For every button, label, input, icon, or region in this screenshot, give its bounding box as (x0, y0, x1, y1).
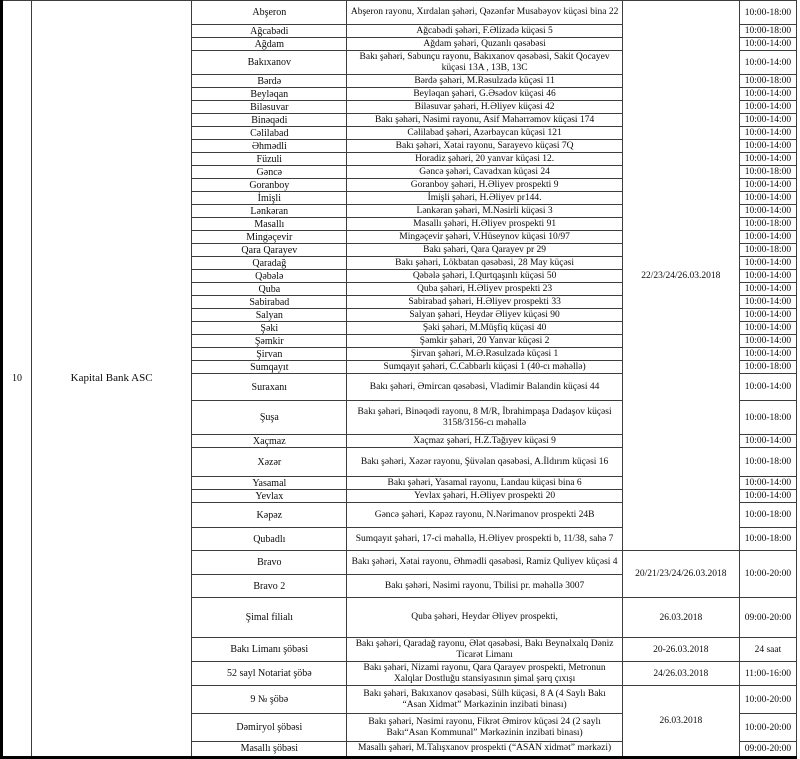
branch-address-cell: Bakı şəhəri, Nəsimi rayonu, Tbilisi pr. məhəllə 3007 (347, 575, 622, 598)
branch-address-cell: Şəki şəhəri, M.Müşfiq küçəsi 40 (347, 322, 622, 335)
branch-address-cell: Yevlax şəhəri, H.Əliyev prospekti 20 (347, 490, 622, 503)
branch-name-cell: Bakı Limanı şöbəsi (192, 638, 347, 662)
branch-name-cell: Cəlilabad (192, 127, 347, 140)
branch-name-cell: Qaradağ (192, 257, 347, 270)
branch-name-cell: Suraxanı (192, 374, 347, 401)
working-hours-cell: 10:00-14:00 (739, 270, 796, 283)
branch-address-cell: Bakı şəhəri, Lökbatan qəsəbəsi, 28 May küçəsi (347, 257, 622, 270)
working-hours-cell: 10:00-14:00 (739, 140, 796, 153)
working-hours-cell: 10:00-18:00 (739, 166, 796, 179)
branch-address-cell: Qəbələ şəhəri, I.Qurtqaşınlı küçəsi 50 (347, 270, 622, 283)
working-hours-cell: 10:00-14:00 (739, 205, 796, 218)
branch-address-cell: Quba şəhəri, Heydər Əliyev prospekti, (347, 598, 622, 638)
branch-address-cell: Bakı şəhəri, Xətai rayonu, Sarayevo küçəsi 7Q (347, 140, 622, 153)
branch-name-cell: Şəmkir (192, 335, 347, 348)
working-hours-cell: 10:00-18:00 (739, 361, 796, 374)
working-hours-cell: 10:00-14:00 (739, 51, 796, 75)
branch-address-cell: Goranboy şəhəri, H.Əliyev prospekti 9 (347, 179, 622, 192)
working-hours-cell: 10:00-18:00 (739, 75, 796, 88)
branch-address-cell: Lənkəran şəhəri, M.Nəsirli küçəsi 3 (347, 205, 622, 218)
branch-name-cell: Masallı şöbəsi (192, 742, 347, 758)
service-dates-cell: 20-26.03.2018 (622, 638, 739, 662)
working-hours-cell: 10:00-14:00 (739, 283, 796, 296)
branch-name-cell: 9 № şöbə (192, 686, 347, 714)
branch-address-cell: Gəncə şəhəri, Kəpəz rayonu, N.Nərimanov prospekti 24B (347, 503, 622, 528)
branch-address-cell: Bakı şəhəri, Xətai rayonu, Əhmədli qəsəbəsi, Ramiz Quliyev küçəsi 4 (347, 551, 622, 575)
working-hours-cell: 10:00-18:00 (739, 25, 796, 38)
row-number-cell: 10 (2, 1, 32, 758)
branch-name-cell: Şəki (192, 322, 347, 335)
branch-name-cell: Goranboy (192, 179, 347, 192)
branch-address-cell: Biləsuvar şəhəri, H.Əliyev küçəsi 42 (347, 101, 622, 114)
working-hours-cell: 10:00-14:00 (739, 257, 796, 270)
branch-name-cell: Ağdam (192, 38, 347, 51)
working-hours-cell: 10:00-18:00 (739, 528, 796, 551)
branch-address-cell: Salyan şəhəri, Heydər Əliyev küçəsi 90 (347, 309, 622, 322)
branch-name-cell: Qəbələ (192, 270, 347, 283)
branch-name-cell: Sumqayıt (192, 361, 347, 374)
branch-address-cell: Bakı şəhəri, Nizami rayonu, Qara Qarayev prospekti, Metronun Xalqlar Dostluğu stansiyasının şimal şərq çıxışı (347, 662, 622, 686)
branch-address-cell: Masallı şəhəri, H.Əliyev prospekti 91 (347, 218, 622, 231)
working-hours-cell: 10:00-18:00 (739, 448, 796, 477)
branch-address-cell: Xaçmaz şəhəri, H.Z.Tağıyev küçəsi 9 (347, 435, 622, 448)
working-hours-cell: 10:00-14:00 (739, 101, 796, 114)
working-hours-cell: 10:00-14:00 (739, 335, 796, 348)
branch-address-cell: Ağcabədi şəhəri, F.Əlizadə küçəsi 5 (347, 25, 622, 38)
branch-name-cell: Ağcabədi (192, 25, 347, 38)
branch-name-cell: 52 sayl Notariat şöbə (192, 662, 347, 686)
working-hours-cell: 10:00-14:00 (739, 114, 796, 127)
branch-name-cell: Xəzər (192, 448, 347, 477)
branch-name-cell: Xaçmaz (192, 435, 347, 448)
branch-name-cell: Lənkəran (192, 205, 347, 218)
branch-name-cell: Abşeron (192, 1, 347, 25)
branch-address-cell: Ağdam şəhəri, Quzanlı qəsəbəsi (347, 38, 622, 51)
branch-address-cell: İmişli şəhəri, H.Əliyev pr144. (347, 192, 622, 205)
working-hours-cell: 10:00-18:00 (739, 401, 796, 435)
working-hours-cell: 10:00-20:00 (739, 686, 796, 714)
table-body (2, 1, 797, 758)
service-dates-cell: 24/26.03.2018 (622, 662, 739, 686)
branch-name-cell: Mingəçevir (192, 231, 347, 244)
branch-address-cell: Bakı şəhəri, Binəqədi rayonu, 8 M/R, İbrahimpaşa Dadaşov küçəsi 3158/3156-cı məhəllə (347, 401, 622, 435)
working-hours-cell: 10:00-14:00 (739, 477, 796, 490)
working-hours-cell: 10:00-14:00 (739, 127, 796, 140)
bank-name-cell: Kapital Bank ASC (32, 1, 192, 758)
branch-address-cell: Cəlilabad şəhəri, Azərbaycan küçəsi 121 (347, 127, 622, 140)
branch-address-cell: Masallı şəhəri, M.Talışxanov prospekti (“ASAN xidmət” mərkəzi) (347, 742, 622, 758)
branch-name-cell: Beyləqan (192, 88, 347, 101)
service-dates-cell: 22/23/24/26.03.2018 (622, 1, 739, 551)
working-hours-cell: 10:00-14:00 (739, 309, 796, 322)
branch-name-cell: Yevlax (192, 490, 347, 503)
working-hours-cell: 10:00-14:00 (739, 38, 796, 51)
branch-name-cell: Salyan (192, 309, 347, 322)
working-hours-cell: 10:00-14:00 (739, 231, 796, 244)
branch-address-cell: Bakı şəhəri, Qaradağ rayonu, Ələt qəsəbəsi, Bakı Beynəlxalq Dəniz Ticarət Limanı (347, 638, 622, 662)
branch-name-cell: Binəqədi (192, 114, 347, 127)
branch-name-cell: Şirvan (192, 348, 347, 361)
branch-name-cell: Əhmədli (192, 140, 347, 153)
working-hours-cell: 10:00-14:00 (739, 435, 796, 448)
branch-address-cell: Abşeron rayonu, Xırdalan şəhəri, Qəzənfər Musabəyov küçəsi bina 22 (347, 1, 622, 25)
branch-name-cell: Bakıxanov (192, 51, 347, 75)
service-dates-cell: 20/21/23/24/26.03.2018 (622, 551, 739, 598)
working-hours-cell: 10:00-14:00 (739, 192, 796, 205)
working-hours-cell: 10:00-18:00 (739, 218, 796, 231)
branch-name-cell: Yasamal (192, 477, 347, 490)
service-dates-cell: 26.03.2018 (622, 686, 739, 758)
branch-address-cell: Beyləqan şəhəri, G.Əsədov küçəsi 46 (347, 88, 622, 101)
branch-name-cell: Bravo 2 (192, 575, 347, 598)
branch-address-cell: Bərdə şəhəri, M.Rəsulzadə küçəsi 11 (347, 75, 622, 88)
working-hours-cell: 10:00-14:00 (739, 179, 796, 192)
working-hours-cell: 10:00-14:00 (739, 296, 796, 309)
branch-name-cell: Gəncə (192, 166, 347, 179)
branch-address-cell: Gəncə şəhəri, Cavadxan küçəsi 24 (347, 166, 622, 179)
branch-name-cell: Bravo (192, 551, 347, 575)
branch-address-cell: Quba şəhəri, H.Əliyev prospekti 23 (347, 283, 622, 296)
working-hours-cell: 10:00-18:00 (739, 503, 796, 528)
branch-address-cell: Bakı şəhəri, Bakıxanov qəsəbəsi, Sülh küçəsi, 8 A (4 Saylı Bakı “Asan Xidmət” Mərkəzinin inzibati binası) (347, 686, 622, 714)
branch-name-cell: Quba (192, 283, 347, 296)
branch-name-cell: Masallı (192, 218, 347, 231)
branch-name-cell: Şuşa (192, 401, 347, 435)
working-hours-cell: 09:00-20:00 (739, 598, 796, 638)
service-dates-cell: 26.03.2018 (622, 598, 739, 638)
branch-name-cell: Biləsuvar (192, 101, 347, 114)
working-hours-cell: 10:00-14:00 (739, 348, 796, 361)
branch-address-cell: Şəmkir şəhəri, 20 Yanvar küçəsi 2 (347, 335, 622, 348)
branch-name-cell: Sabirabad (192, 296, 347, 309)
branch-address-cell: Bakı şəhəri, Sabunçu rayonu, Bakıxanov qəsəbəsi, Sakit Qocayev küçəsi 13A , 13B, 13C (347, 51, 622, 75)
working-hours-cell: 10:00-20:00 (739, 714, 796, 742)
branch-address-cell: Sumqayıt şəhəri, C.Cabbarlı küçəsi 1 (40-cı məhəllə) (347, 361, 622, 374)
working-hours-cell: 10:00-18:00 (739, 244, 796, 257)
branch-address-cell: Bakı şəhəri, Əmircan qəsəbəsi, Vladimir Balandin küçəsi 44 (347, 374, 622, 401)
branch-name-cell: Qubadlı (192, 528, 347, 551)
branch-address-cell: Sumqayıt şəhəri, 17-ci məhəllə, H.Əliyev prospekti b, 11/38, sahə 7 (347, 528, 622, 551)
working-hours-cell: 10:00-14:00 (739, 153, 796, 166)
working-hours-cell: 10:00-14:00 (739, 322, 796, 335)
working-hours-cell: 10:00-18:00 (739, 1, 796, 25)
branch-name-cell: Dəmiryol şöbəsi (192, 714, 347, 742)
working-hours-cell: 10:00-14:00 (739, 374, 796, 401)
branch-address-cell: Şirvan şəhəri, M.Ə.Rəsulzadə küçəsi 1 (347, 348, 622, 361)
table-row (2, 1, 797, 25)
branch-name-cell: Kəpəz (192, 503, 347, 528)
working-hours-cell: 11:00-16:00 (739, 662, 796, 686)
working-hours-cell: 10:00-14:00 (739, 490, 796, 503)
branch-address-cell: Bakı şəhəri, Xəzər rayonu, Şüvəlan qəsəbəsi, A.İldırım küçəsi 16 (347, 448, 622, 477)
working-hours-cell: 09:00-20:00 (739, 742, 796, 758)
branch-address-cell: Horadiz şəhəri, 20 yanvar küçəsi 12. (347, 153, 622, 166)
working-hours-cell: 10:00-20:00 (739, 551, 796, 598)
branch-name-cell: İmişli (192, 192, 347, 205)
branch-name-cell: Qara Qarayev (192, 244, 347, 257)
branch-address-cell: Bakı şəhəri, Nəsimi rayonu, Fikrət Əmirov küçəsi 24 (2 saylı Bakı“Asan Kommunal” Mərkəzinin inzibati binası) (347, 714, 622, 742)
branch-address-cell: Bakı şəhəri, Qara Qarayev pr 29 (347, 244, 622, 257)
branch-name-cell: Bərdə (192, 75, 347, 88)
branch-address-cell: Bakı şəhəri, Yasamal rayonu, Landau küçəsi bina 6 (347, 477, 622, 490)
working-hours-cell: 10:00-14:00 (739, 88, 796, 101)
branch-address-cell: Sabirabad şəhəri, H.Əliyev prospekti 33 (347, 296, 622, 309)
branch-name-cell: Şimal filialı (192, 598, 347, 638)
working-hours-cell: 24 saat (739, 638, 796, 662)
branch-name-cell: Füzuli (192, 153, 347, 166)
branch-address-cell: Bakı şəhəri, Nəsimi rayonu, Asif Məhərrəmov küçəsi 174 (347, 114, 622, 127)
branch-address-cell: Mingəçevir şəhəri, V.Hüseynov küçəsi 10/97 (347, 231, 622, 244)
